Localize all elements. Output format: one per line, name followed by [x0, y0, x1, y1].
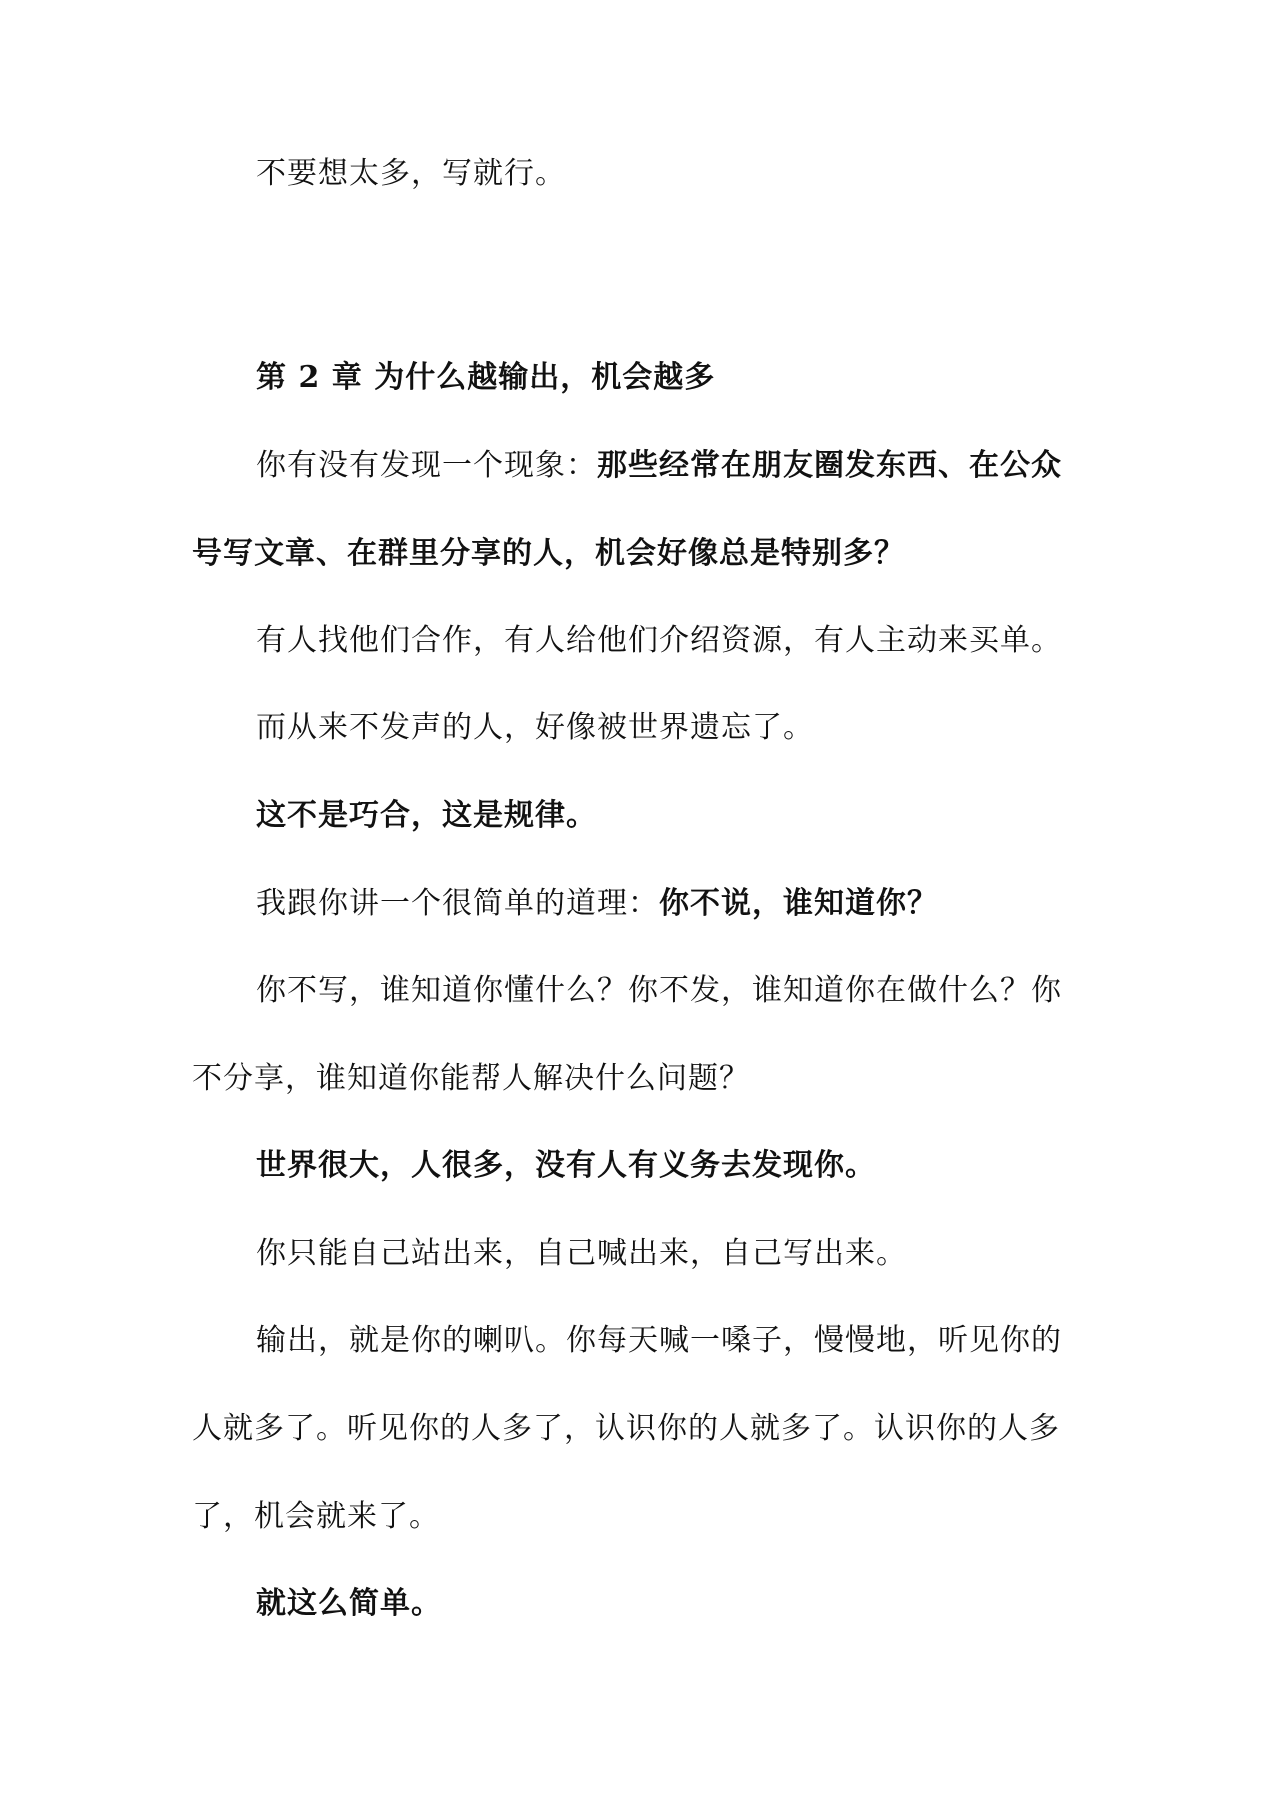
paragraph-questions	[192, 947, 1082, 1123]
paragraph-phenomenon	[192, 422, 1082, 598]
text-run: 你不写，谁知道你懂什么？你不发，谁知道你在做什么？你不分享，谁知道你能帮人解决什么问题？	[192, 973, 1062, 1096]
bold-text-run: 世界很大，人很多，没有人有义务去发现你。	[256, 1148, 876, 1183]
paragraph-simple-truth	[192, 860, 1082, 948]
paragraph-cooperation	[192, 597, 1082, 685]
text-run: 我跟你讲一个很简单的道理：	[256, 886, 659, 921]
paragraph-opening	[192, 130, 1082, 218]
paragraph-stand-out	[192, 1210, 1082, 1298]
bold-text-run: 你不说，谁知道你？	[659, 886, 938, 921]
paragraph-forgotten	[192, 684, 1082, 772]
paragraph-rule	[192, 772, 1082, 860]
text-run: 你有没有发现一个现象：	[256, 448, 597, 483]
paragraph-output	[192, 1297, 1082, 1561]
chapter-title: 第 2 章 为什么越输出，机会越多	[256, 360, 716, 395]
bold-text-run: 就这么简单。	[256, 1586, 442, 1621]
text-run: 有人找他们合作，有人给他们介绍资源，有人主动来买单。	[256, 623, 1062, 658]
paragraph-world	[192, 1122, 1082, 1210]
bold-text-run: 那些经常在朋友圈发东西、在公众号写文章、在群里分享的人，机会好像总是特别多？	[192, 448, 1062, 571]
bold-text-run: 这不是巧合，这是规律。	[256, 798, 597, 833]
text-run: 而从来不发声的人，好像被世界遗忘了。	[256, 710, 814, 745]
text-run: 不要想太多，写就行。	[256, 156, 566, 191]
chapter-heading	[192, 334, 1082, 422]
paragraph-conclusion	[192, 1560, 1082, 1648]
text-run: 输出，就是你的喇叭。你每天喊一嗓子，慢慢地，听见你的人就多了。听见你的人多了，认识你的人就多了。认识你的人多了，机会就来了。	[192, 1323, 1062, 1534]
text-run: 你只能自己站出来，自己喊出来，自己写出来。	[256, 1236, 907, 1271]
